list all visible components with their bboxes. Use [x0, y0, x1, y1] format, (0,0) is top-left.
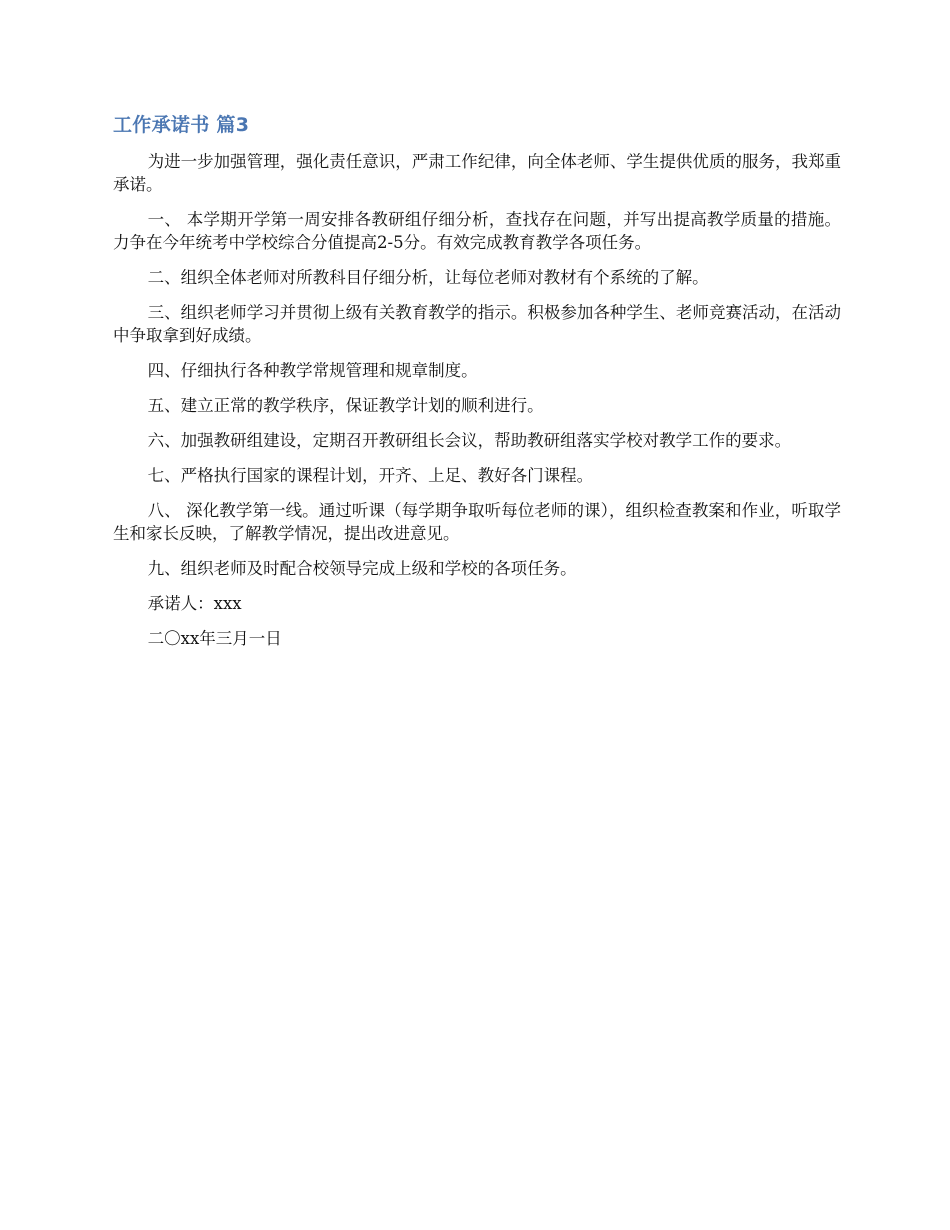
paragraph-item-9: 九、组织老师及时配合校领导完成上级和学校的各项任务。 [147, 559, 577, 578]
paragraph-intro: 为进一步加强管理，强化责任意识，严肃工作纪律，向全体老师、学生提供优质的服务，我郑重承诺。 [113, 152, 841, 194]
date-line: 二〇xx年三月一日 [147, 629, 282, 648]
paragraph-item-4: 四、仔细执行各种教学常规管理和规章制度。 [147, 361, 478, 380]
paragraph-item-3: 三、组织老师学习并贯彻上级有关教育教学的指示。积极参加各种学生、老师竞赛活动，在活动中争取拿到好成绩。 [113, 303, 841, 345]
paragraph-item-1: 一、 本学期开学第一周安排各教研组仔细分析，查找存在问题，并写出提高教学质量的措施。力争在今年统考中学校综合分值提高2-5分。有效完成教育教学各项任务。 [113, 210, 841, 252]
document-title: 工作承诺书 篇3 [113, 114, 250, 136]
document-body [113, 110, 841, 662]
signatory-line: 承诺人：xxx [147, 594, 242, 613]
paragraph-item-8: 八、 深化教学第一线。通过听课（每学期争取听每位老师的课），组织检查教案和作业，听取学生和家长反映，了解教学情况，提出改进意见。 [113, 501, 841, 543]
paragraph-item-5: 五、建立正常的教学秩序，保证教学计划的顺利进行。 [147, 396, 544, 415]
paragraph-item-7: 七、严格执行国家的课程计划，开齐、上足、教好各门课程。 [147, 466, 594, 485]
paragraph-item-2: 二、组织全体老师对所教科目仔细分析，让每位老师对教材有个系统的了解。 [147, 268, 709, 287]
paragraph-item-6: 六、加强教研组建设，定期召开教研组长会议，帮助教研组落实学校对教学工作的要求。 [147, 431, 792, 450]
